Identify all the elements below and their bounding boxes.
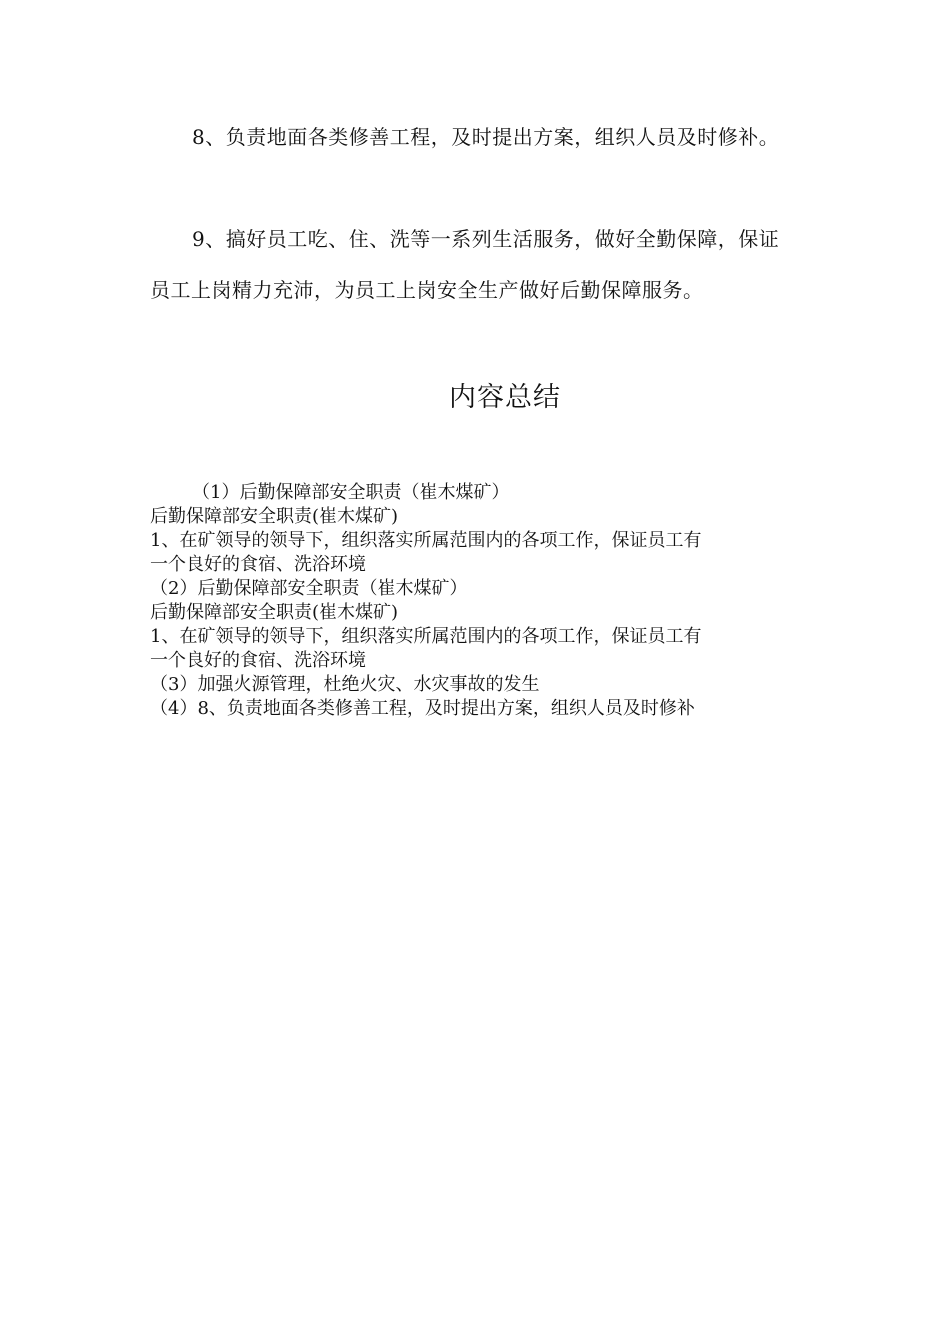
paragraph-text: 9、搞好员工吃、住、洗等一系列生活服务，做好全勤保障，保证员工上岗精力充沛，为员工上岗安全生产做好后勤保障服务。: [150, 227, 780, 302]
summary-line: 一个良好的食宿、洗浴环境: [150, 554, 366, 575]
summary-line: 后勤保障部安全职责(崔木煤矿): [150, 506, 399, 527]
summary-line: 一个良好的食宿、洗浴环境: [150, 650, 366, 671]
summary-line: 后勤保障部安全职责(崔木煤矿): [150, 602, 399, 623]
paragraph-text: 8、负责地面各类修善工程，及时提出方案，组织人员及时修补。: [192, 125, 780, 149]
summary-line: 1、在矿领导的领导下，组织落实所属范围内的各项工作，保证员工有: [150, 530, 702, 551]
summary-title: 内容总结: [449, 382, 561, 413]
body-paragraph-8: [150, 112, 790, 163]
summary-block: [150, 481, 790, 721]
body-paragraph-9: [150, 214, 790, 316]
summary-line: 1、在矿领导的领导下，组织落实所属范围内的各项工作，保证员工有: [150, 626, 702, 647]
summary-line: （4）8、负责地面各类修善工程，及时提出方案，组织人员及时修补: [150, 698, 695, 719]
summary-line: （3）加强火源管理，杜绝火灾、水灾事故的发生: [150, 674, 540, 695]
summary-line: （1）后勤保障部安全职责（崔木煤矿）: [192, 482, 510, 503]
summary-line: （2）后勤保障部安全职责（崔木煤矿）: [150, 578, 468, 599]
